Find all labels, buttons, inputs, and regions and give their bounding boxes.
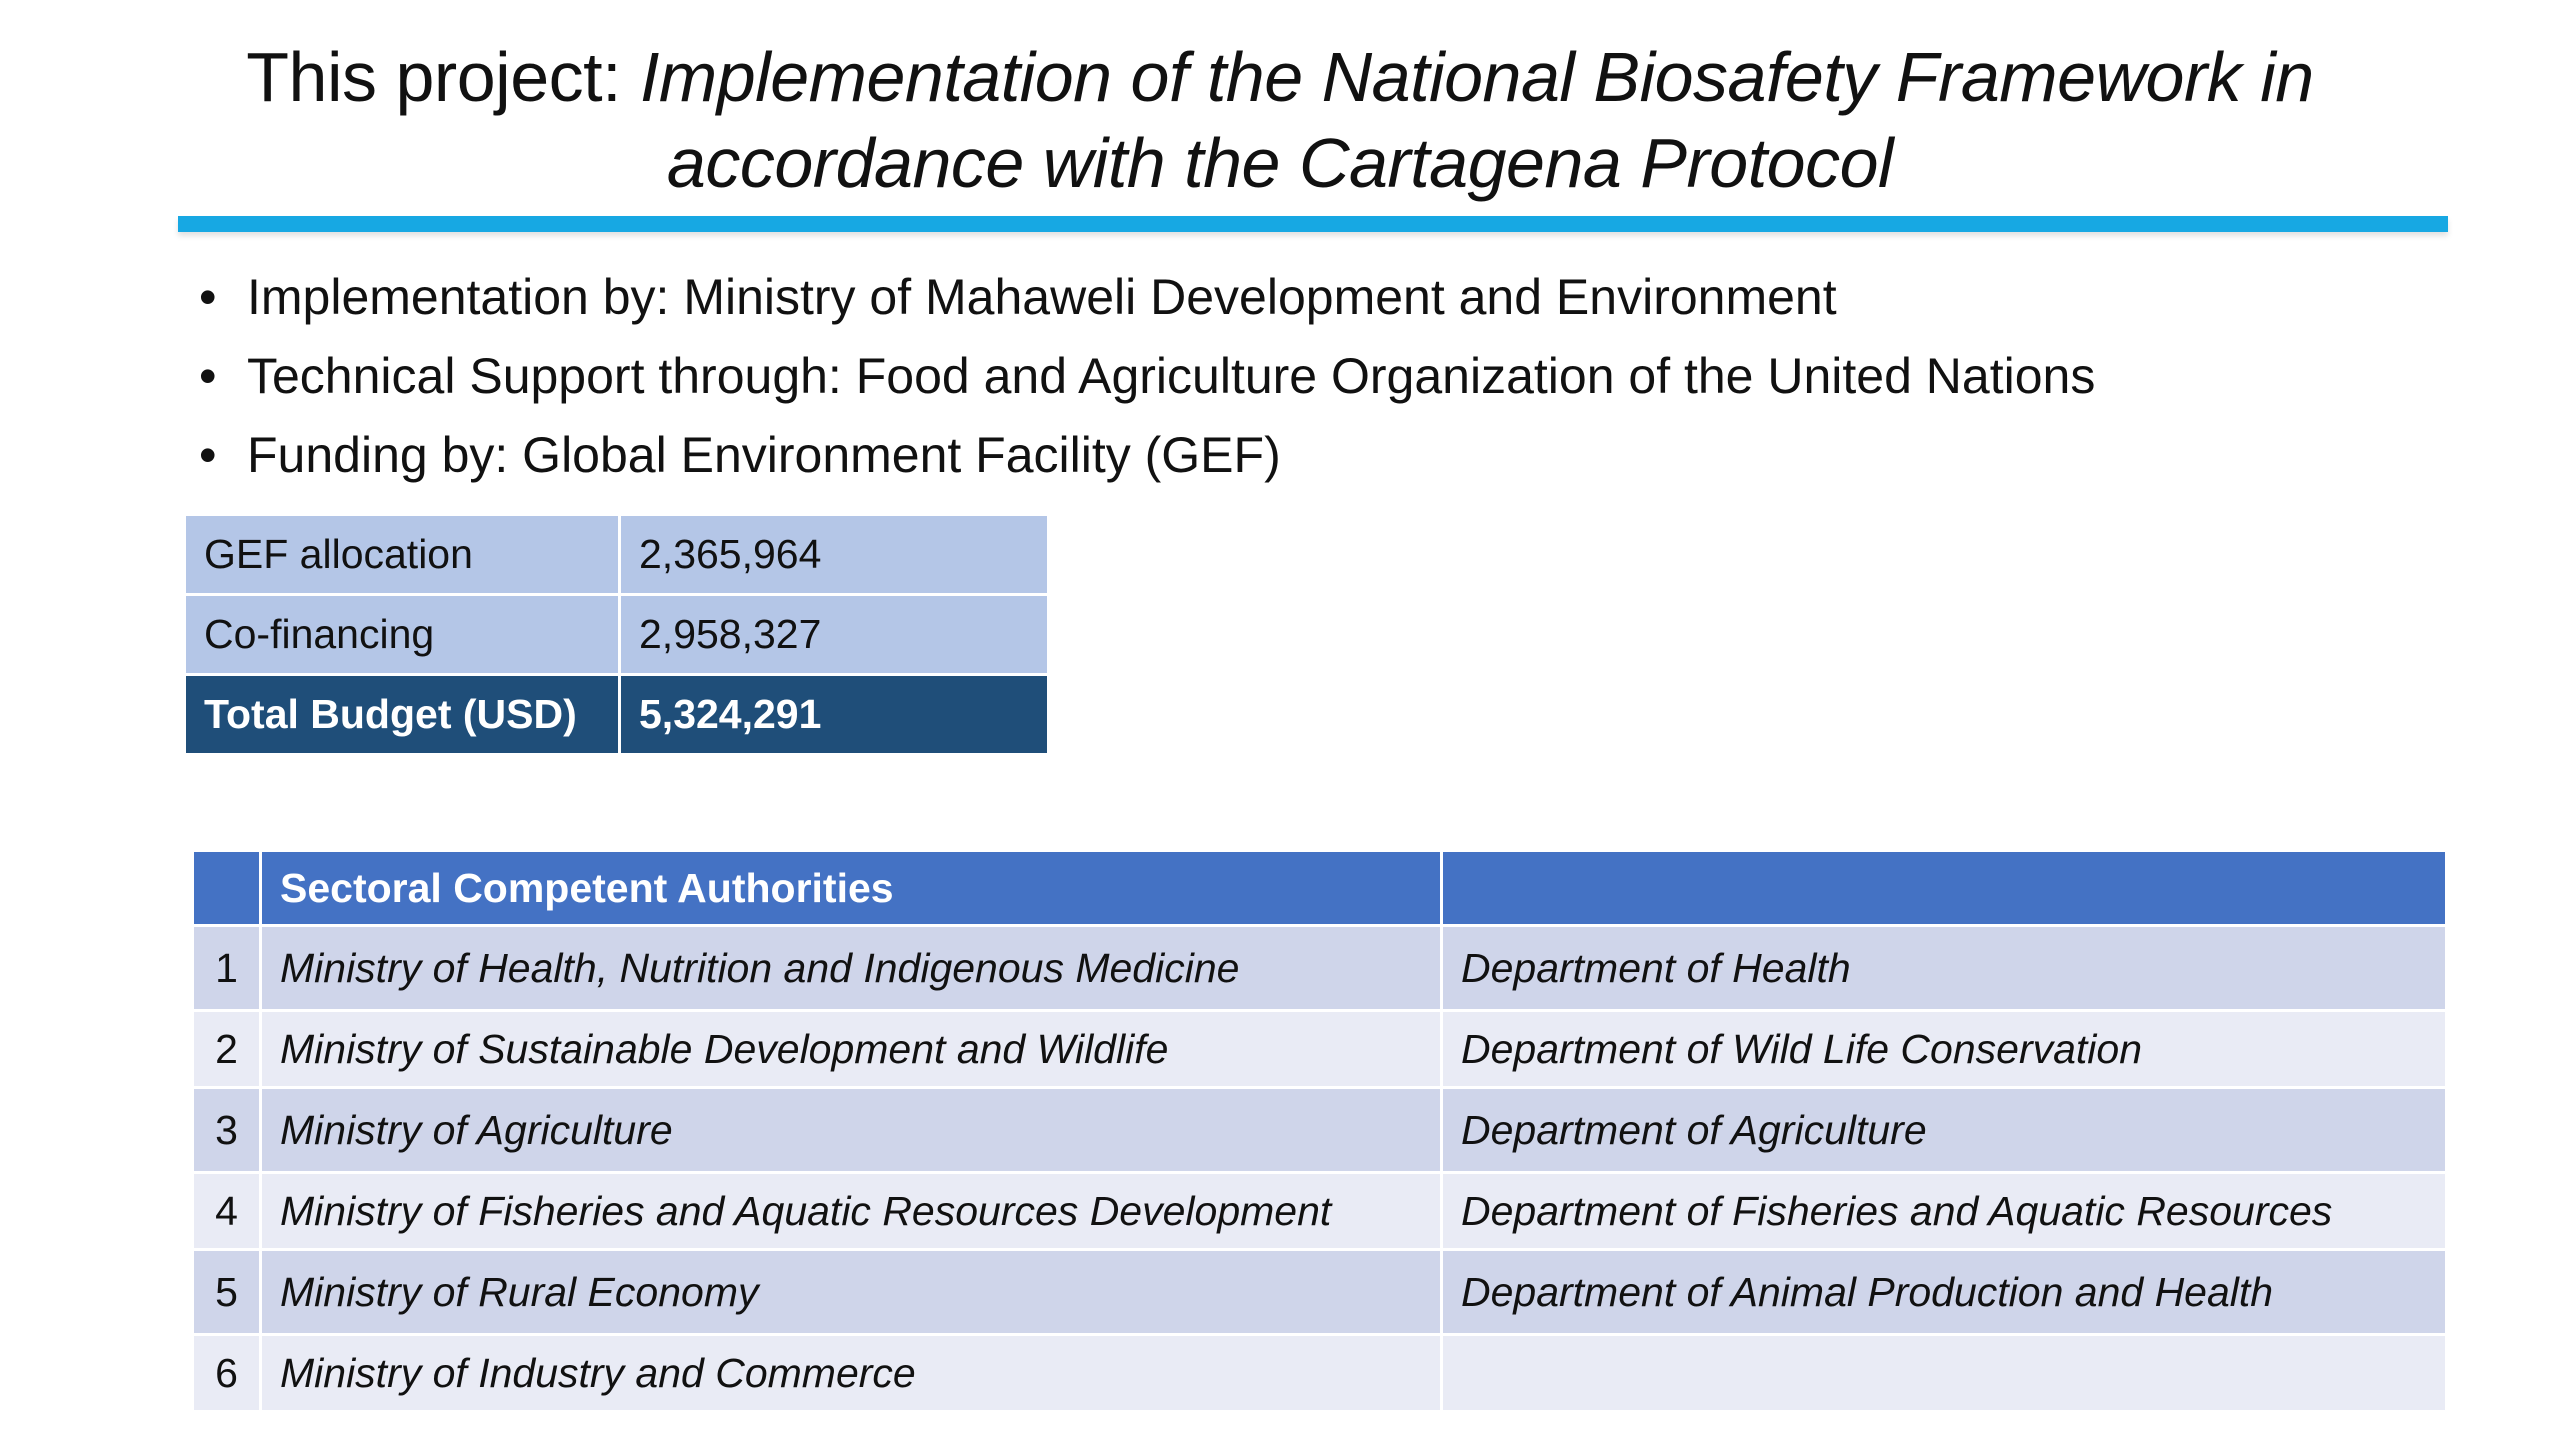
row-num: 2 <box>194 1012 262 1089</box>
authorities-header-row <box>194 852 2448 927</box>
header-ministry-cell: Sectoral Competent Authorities <box>262 852 1443 927</box>
budget-row-cofinancing <box>186 596 1050 676</box>
row-department <box>1443 1336 2448 1413</box>
row-ministry: Ministry of Health, Nutrition and Indigenous Medicine <box>262 927 1443 1012</box>
row-department: Department of Wild Life Conservation <box>1443 1012 2448 1089</box>
slide-title-lead: This project: <box>246 38 622 116</box>
bullet-text: Funding by: Global Environment Facility (GEF) <box>247 427 1281 483</box>
row-num: 1 <box>194 927 262 1012</box>
budget-value: 2,958,327 <box>621 596 1050 676</box>
project-details-list <box>195 258 2095 495</box>
row-num: 5 <box>194 1251 262 1336</box>
bullet-text: Technical Support through: Food and Agriculture Organization of the United Nations <box>247 348 2096 404</box>
bullet-dot-icon: • <box>199 269 217 325</box>
budget-label: GEF allocation <box>186 516 621 596</box>
authorities-table <box>194 852 2448 1413</box>
table-row <box>194 1251 2448 1336</box>
row-num: 3 <box>194 1089 262 1174</box>
row-num: 4 <box>194 1174 262 1251</box>
budget-row-gef <box>186 516 1050 596</box>
row-department: Department of Health <box>1443 927 2448 1012</box>
bullet-dot-icon: • <box>199 348 217 404</box>
row-department: Department of Agriculture <box>1443 1089 2448 1174</box>
bullet-implementation <box>195 258 2095 337</box>
table-row <box>194 1089 2448 1174</box>
bullet-dot-icon: • <box>199 427 217 483</box>
budget-label: Co-financing <box>186 596 621 676</box>
slide-title <box>180 34 2380 206</box>
slide-title-italic: Implementation of the National Biosafety Framework in accordance with the Cartagena Protocol <box>639 38 2314 202</box>
row-ministry: Ministry of Industry and Commerce <box>262 1336 1443 1413</box>
row-ministry: Ministry of Sustainable Development and Wildlife <box>262 1012 1443 1089</box>
header-num-cell <box>194 852 262 927</box>
table-row <box>194 1012 2448 1089</box>
row-department: Department of Fisheries and Aquatic Resources <box>1443 1174 2448 1251</box>
budget-table <box>186 516 1050 756</box>
row-ministry: Ministry of Rural Economy <box>262 1251 1443 1336</box>
row-department: Department of Animal Production and Health <box>1443 1251 2448 1336</box>
budget-value: 2,365,964 <box>621 516 1050 596</box>
budget-value: 5,324,291 <box>621 676 1050 756</box>
bullet-funding <box>195 416 2095 495</box>
budget-label: Total Budget (USD) <box>186 676 621 756</box>
table-row <box>194 927 2448 1012</box>
bullet-text: Implementation by: Ministry of Mahaweli Development and Environment <box>247 269 1837 325</box>
header-department-cell <box>1443 852 2448 927</box>
budget-row-total <box>186 676 1050 756</box>
table-row <box>194 1174 2448 1251</box>
bullet-technical-support <box>195 337 2095 416</box>
title-divider <box>178 216 2448 232</box>
row-num: 6 <box>194 1336 262 1413</box>
row-ministry: Ministry of Agriculture <box>262 1089 1443 1174</box>
table-row <box>194 1336 2448 1413</box>
row-ministry: Ministry of Fisheries and Aquatic Resources Development <box>262 1174 1443 1251</box>
